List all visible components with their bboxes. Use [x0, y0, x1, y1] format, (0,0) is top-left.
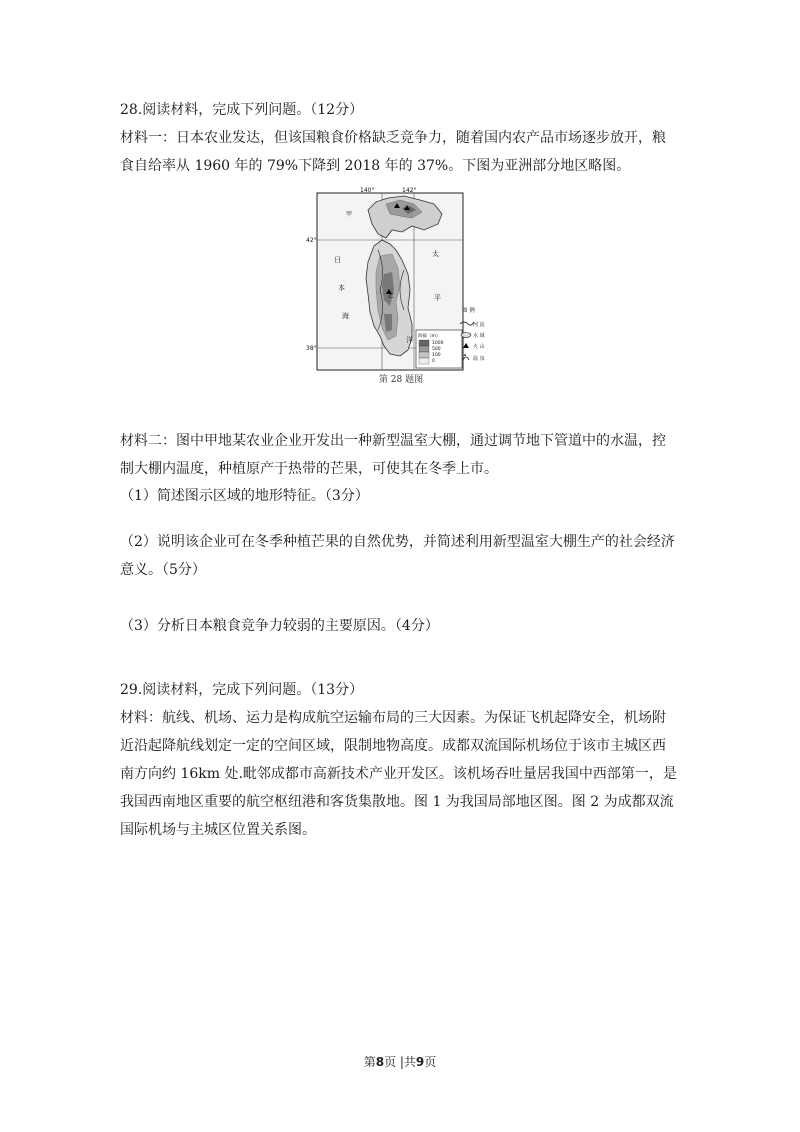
elevation-level: 100 [432, 353, 441, 358]
ocean-label-ping: 平 [434, 294, 441, 302]
place-label: 甲 [346, 211, 353, 218]
q29-line2: 近沿起降航线划定一定的空间区域，限制地物高度。成都双流国际机场位于该市主城区西 [120, 738, 666, 754]
ocean-label-tai: 太 [432, 250, 439, 258]
hot-spring-legend-icon [463, 355, 469, 361]
elevation-legend-title: 海拔（m） [418, 334, 441, 339]
legend-item: 温 泉 [473, 356, 485, 362]
q28-subquestion-3: （3）分析日本粮食竞争力较弱的主要原因。（4分） [120, 618, 439, 634]
q29-line3: 南方向约 16km 处.毗邻成都市高新技术产业开发区。该机场吞吐量居我国中西部第一，是 [120, 766, 677, 782]
symbol-legend-title: 图 例 [462, 308, 475, 314]
sea-label-ben: 本 [338, 284, 345, 292]
legend-item: 河 流 [473, 322, 485, 328]
q28-material1-line1: 材料一：日本农业发达，但该国粮食价格缺乏竞争力，随着国内农产品市场逐步放开，粮 [120, 130, 666, 146]
legend-item: 水 域 [473, 333, 485, 339]
lon-label-142: 142° [402, 187, 417, 194]
q29-line5: 国际机场与主城区位置关系图。 [120, 822, 316, 838]
volcano-legend-icon [463, 343, 469, 348]
sea-label-ri: 日 [334, 256, 341, 264]
q29-heading: 29.阅读材料，完成下列问题。（13分） [120, 682, 364, 698]
lon-label-140: 140° [360, 187, 375, 194]
elevation-level: 0 [432, 359, 435, 364]
footer-suffix: 页 [424, 1055, 437, 1069]
q29-line4: 我国西南地区重要的航空枢纽港和客货集散地。图 1 为我国局部地区图。图 2 为成都双流 [120, 794, 674, 810]
ocean-label-yang: 洋 [406, 336, 413, 344]
water-legend-icon [461, 333, 471, 338]
page-footer [0, 1053, 800, 1070]
page-number: 8 [375, 1055, 385, 1069]
q28-material1-line2: 食自给率从 1960 年的 79%下降到 2018 年的 37%。下图为亚洲部分地区略图。 [120, 158, 631, 174]
legend-item: 火 山 [473, 344, 485, 350]
sea-label-hai: 海 [342, 312, 349, 320]
footer-mid: 页 |共 [384, 1055, 416, 1069]
map-caption: 第 28 题图 [378, 375, 424, 385]
lat-label-38: 38° [306, 345, 317, 352]
q28-material2-line2: 制大棚内温度，种植原产于热带的芒果，可使其在冬季上市。 [120, 461, 498, 477]
q29-line1: 材料：航线、机场、运力是构成航空运输布局的三大因素。为保证飞机起降安全，机场附 [120, 710, 666, 726]
q28-subquestion-2-line2: 意义。（5分） [120, 562, 206, 578]
elevation-level: 500 [432, 347, 441, 352]
asia-region-map [306, 187, 486, 390]
footer-prefix: 第 [363, 1055, 376, 1069]
q28-heading: 28.阅读材料，完成下列问题。（12分） [120, 102, 364, 118]
place-label: 乙 [388, 293, 395, 300]
page-total: 9 [415, 1055, 425, 1069]
elevation-level: 1000 [432, 341, 444, 346]
q28-subquestion-2-line1: （2）说明该企业可在冬季种植芒果的自然优势，并简述利用新型温室大棚生产的社会经济 [120, 534, 675, 550]
lat-label-42: 42° [306, 237, 317, 244]
q28-material2-line1: 材料二：图中甲地某农业企业开发出一种新型温室大棚，通过调节地下管道中的水温，控 [120, 433, 666, 449]
q28-subquestion-1: （1）简述图示区域的地形特征。（3分） [120, 488, 369, 504]
